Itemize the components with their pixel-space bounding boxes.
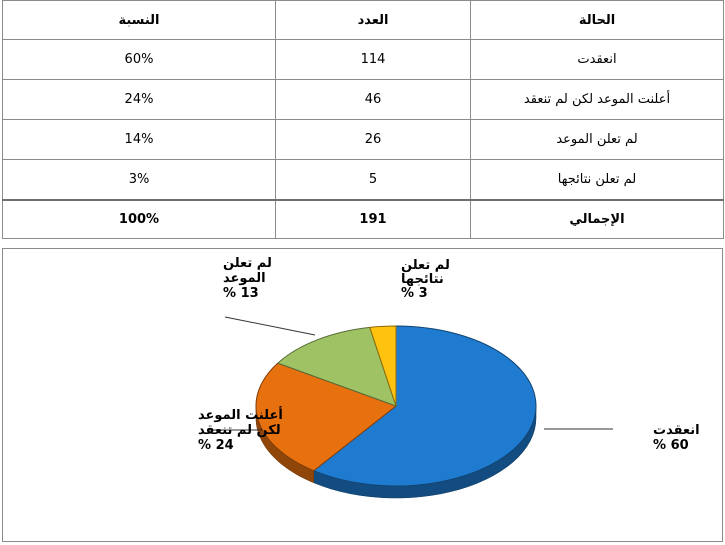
table-row	[3, 80, 724, 120]
pie-leader-line	[225, 317, 315, 335]
cell-count: 26	[276, 120, 471, 160]
cell-percent: 24%	[3, 80, 276, 120]
cell-percent: 3%	[3, 160, 276, 201]
cell-count: 5	[276, 160, 471, 201]
pie-slice-label: نتائجها	[401, 272, 444, 287]
total-status: الإجمالي	[471, 200, 724, 239]
total-count: 191	[276, 200, 471, 239]
pie-slice-label: لكن لم تنعقد	[198, 423, 281, 438]
cell-percent: 60%	[3, 40, 276, 80]
table-header-row	[3, 1, 724, 40]
pie-slice-label: الموعد	[223, 271, 266, 286]
pie-slice-label: 60 %	[653, 438, 689, 453]
pie-slice-label: أعلنت الموعد	[198, 408, 283, 423]
table-row	[3, 160, 724, 201]
cell-count: 46	[276, 80, 471, 120]
pie-slice-label: 13 %	[223, 286, 259, 301]
pie-slice-label: 24 %	[198, 438, 234, 453]
pie-slice-label: 3 %	[401, 286, 428, 301]
cell-status: أعلنت الموعد لكن لم تنعقد	[471, 80, 724, 120]
pie-slice-label: لم تعلن	[223, 256, 272, 271]
cell-status: لم تعلن الموعد	[471, 120, 724, 160]
pie-chart	[3, 249, 722, 541]
pie-slice-label: انعقدت	[653, 423, 700, 438]
pie-chart-panel	[2, 248, 723, 542]
cell-status: انعقدت	[471, 40, 724, 80]
table-row	[3, 120, 724, 160]
table-row	[3, 40, 724, 80]
cell-status: لم تعلن نتائجها	[471, 160, 724, 201]
header-count: العدد	[276, 1, 471, 40]
cell-percent: 14%	[3, 120, 276, 160]
header-percent: النسبة	[3, 1, 276, 40]
header-status: الحالة	[471, 1, 724, 40]
total-percent: 100%	[3, 200, 276, 239]
pie-slice-label: لم تعلن	[401, 258, 450, 273]
results-table	[2, 0, 724, 239]
table-total-row	[3, 200, 724, 239]
cell-count: 114	[276, 40, 471, 80]
